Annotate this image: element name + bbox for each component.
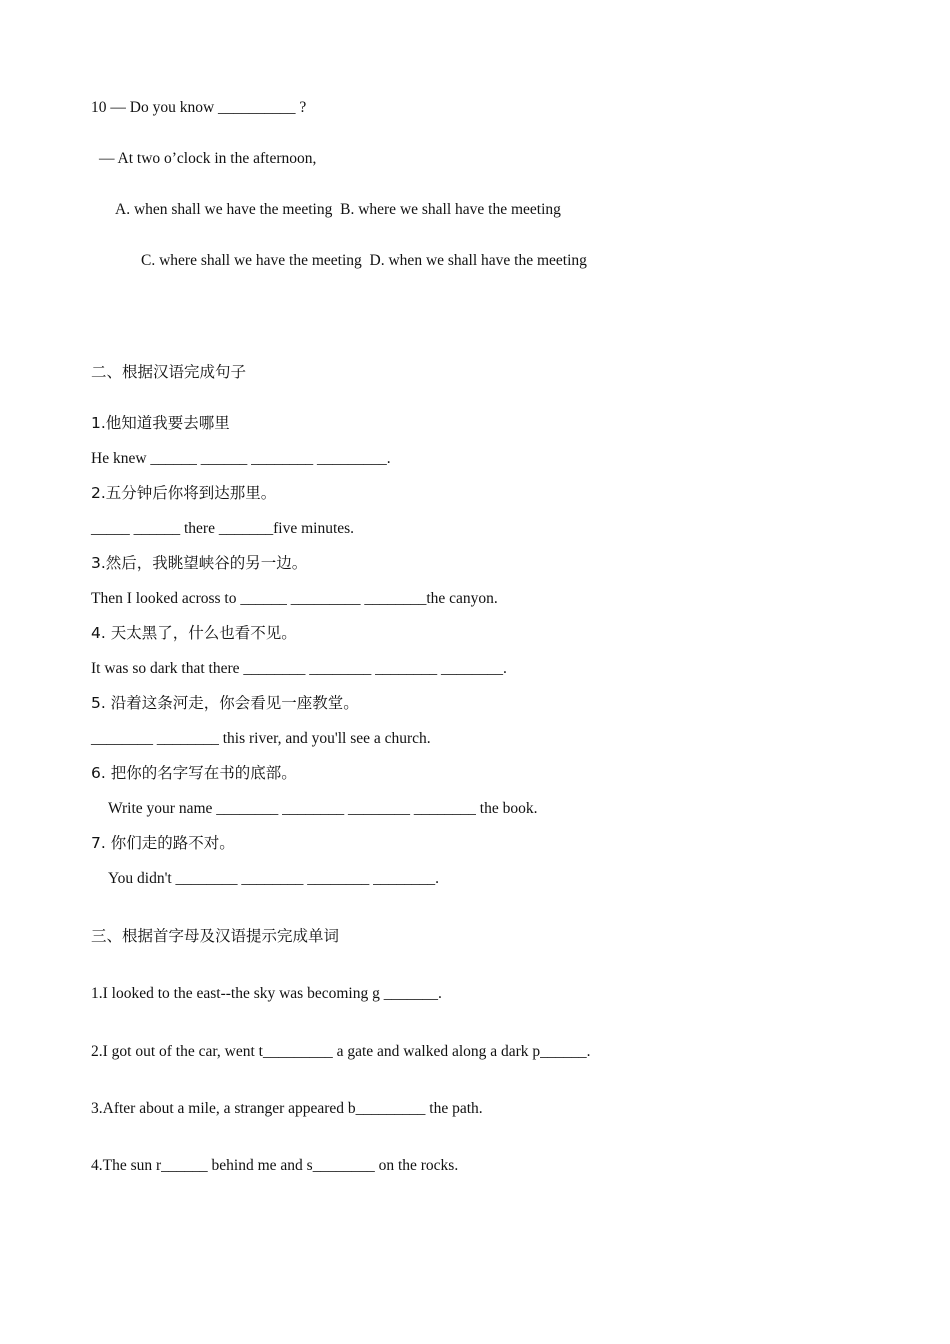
s2-item4-en: It was so dark that there ________ ________ ________ ________. <box>91 660 507 677</box>
s2-item2-zh: 2.五分钟后你将到达那里。 <box>91 484 277 502</box>
q10-question: 10 — Do you know __________ ? <box>91 99 307 116</box>
s2-item6-en: Write your name ________ ________ ________ ________ the book. <box>108 800 538 817</box>
s2-item7-zh: 7. 你们走的路不对。 <box>91 834 235 852</box>
s2-item3-en: Then I looked across to ______ _________ ________the canyon. <box>91 590 498 607</box>
q10-options-ab: A. when shall we have the meeting B. where we shall have the meeting <box>115 201 561 218</box>
section2-title: 二、根据汉语完成句子 <box>91 363 247 381</box>
q10-options-cd: C. where shall we have the meeting D. when we shall have the meeting <box>141 252 587 269</box>
s3-item4: 4.The sun r______ behind me and s________ on the rocks. <box>91 1157 459 1174</box>
s2-item3-zh: 3.然后，我眺望峡谷的另一边。 <box>91 554 308 572</box>
s2-item6-zh: 6. 把你的名字写在书的底部。 <box>91 764 297 782</box>
q10-answer: — At two o’clock in the afternoon, <box>99 150 317 167</box>
s2-item7-en: You didn't ________ ________ ________ ________. <box>108 870 440 887</box>
s2-item1-en: He knew ______ ______ ________ _________. <box>91 450 391 467</box>
s2-item2-en: _____ ______ there _______five minutes. <box>91 520 355 537</box>
s2-item5-zh: 5. 沿着这条河走，你会看见一座教堂。 <box>91 694 359 712</box>
section3-title: 三、根据首字母及汉语提示完成单词 <box>91 927 340 945</box>
s3-item1: 1.I looked to the east--the sky was becoming g _______. <box>91 985 442 1002</box>
s3-item3: 3.After about a mile, a stranger appeared b_________ the path. <box>91 1100 483 1117</box>
s2-item1-zh: 1.他知道我要去哪里 <box>91 414 230 432</box>
s2-item4-zh: 4. 天太黑了，什么也看不见。 <box>91 624 297 642</box>
s3-item2: 2.I got out of the car, went t_________ a gate and walked along a dark p______. <box>91 1043 591 1060</box>
s2-item5-en: ________ ________ this river, and you'll see a church. <box>91 730 431 747</box>
